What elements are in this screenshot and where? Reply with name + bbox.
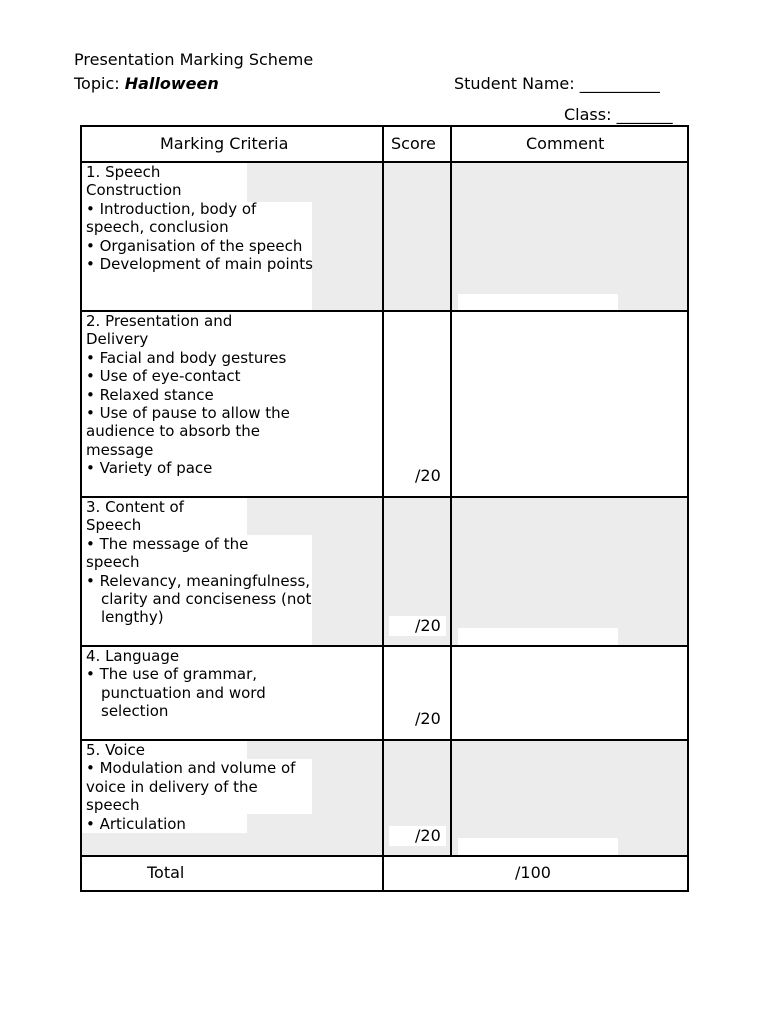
criteria-bullet: • The use of grammar, punctuation and word selection	[86, 665, 266, 721]
table-row	[80, 740, 689, 856]
table-divider	[382, 125, 384, 892]
criteria-bullet: • Use of pause to allow the audience to absorb the message	[86, 404, 290, 459]
table-divider	[80, 645, 689, 647]
criteria-bullet: • Variety of pace	[86, 459, 213, 478]
total-cell	[383, 856, 689, 891]
criteria-bullet: • Relevancy, meaningfulness, clarity and conciseness (not lengthy)	[86, 571, 312, 627]
topic-value: Halloween	[124, 74, 219, 93]
table-border	[80, 890, 689, 892]
criteria-header: Marking Criteria	[160, 134, 289, 153]
topic-line	[74, 74, 219, 93]
criteria-bullet: • Development of main points	[86, 255, 313, 274]
table-divider	[80, 496, 689, 498]
student-name-blank: __________	[579, 74, 660, 93]
table-row	[80, 646, 689, 740]
criteria-heading: 1. Speech Construction	[86, 163, 182, 200]
criteria-cell	[80, 740, 383, 856]
comment-cell	[452, 497, 689, 646]
comment-cell	[452, 740, 689, 856]
table-border	[80, 125, 689, 127]
criteria-cell	[80, 497, 383, 646]
criteria-bullet: • Modulation and volume of voice in delivery of the speech	[86, 759, 296, 815]
score-cell	[383, 162, 452, 311]
student-name-field	[454, 74, 660, 93]
class-field	[564, 105, 673, 124]
criteria-bullet: • Articulation	[86, 814, 186, 833]
criteria-cell	[80, 311, 383, 497]
criteria-bullet: • Organisation of the speech	[86, 236, 303, 255]
criteria-heading: 5. Voice	[86, 741, 145, 759]
class-blank: _______	[616, 105, 673, 124]
criteria-heading: 4. Language	[86, 647, 180, 665]
table-divider	[80, 310, 689, 312]
table-divider	[80, 161, 689, 163]
score-header: Score	[391, 134, 436, 153]
criteria-bullet: • Use of eye-contact	[86, 367, 241, 386]
score-cell	[383, 311, 452, 497]
class-label: Class:	[564, 105, 612, 124]
criteria-heading: 3. Content of Speech	[86, 498, 184, 535]
table-row	[80, 162, 689, 311]
criteria-cell	[80, 646, 383, 740]
criteria-bullet: • Relaxed stance	[86, 385, 214, 404]
criteria-bullet: • The message of the speech	[86, 534, 249, 572]
table-border	[687, 125, 689, 892]
score-cell	[383, 497, 452, 646]
table-divider	[80, 739, 689, 741]
student-name-label: Student Name:	[454, 74, 575, 93]
document-title: Presentation Marking Scheme	[74, 50, 314, 69]
score-cell	[383, 740, 452, 856]
criteria-bullet: • Facial and body gestures	[86, 348, 287, 367]
table-header-row	[80, 125, 689, 162]
comment-cell	[452, 311, 689, 497]
table-divider	[80, 855, 689, 857]
total-row	[80, 856, 689, 891]
criteria-cell	[80, 162, 383, 311]
table-row	[80, 311, 689, 497]
criteria-heading: 2. Presentation and Delivery	[86, 312, 233, 349]
table-divider	[450, 125, 452, 856]
comment-header: Comment	[526, 134, 605, 153]
total-value: /100	[515, 863, 551, 882]
comment-cell	[452, 162, 689, 311]
score-cell	[383, 646, 452, 740]
total-label: Total	[147, 863, 185, 882]
table-border	[80, 125, 82, 892]
score-value: /20	[415, 466, 441, 485]
table-row	[80, 497, 689, 646]
score-value: /20	[415, 826, 441, 845]
comment-cell	[452, 646, 689, 740]
score-value: /20	[415, 616, 441, 635]
criteria-bullet: • Introduction, body of speech, conclusion	[86, 199, 257, 237]
score-value: /20	[415, 709, 441, 728]
topic-label: Topic:	[74, 74, 120, 93]
